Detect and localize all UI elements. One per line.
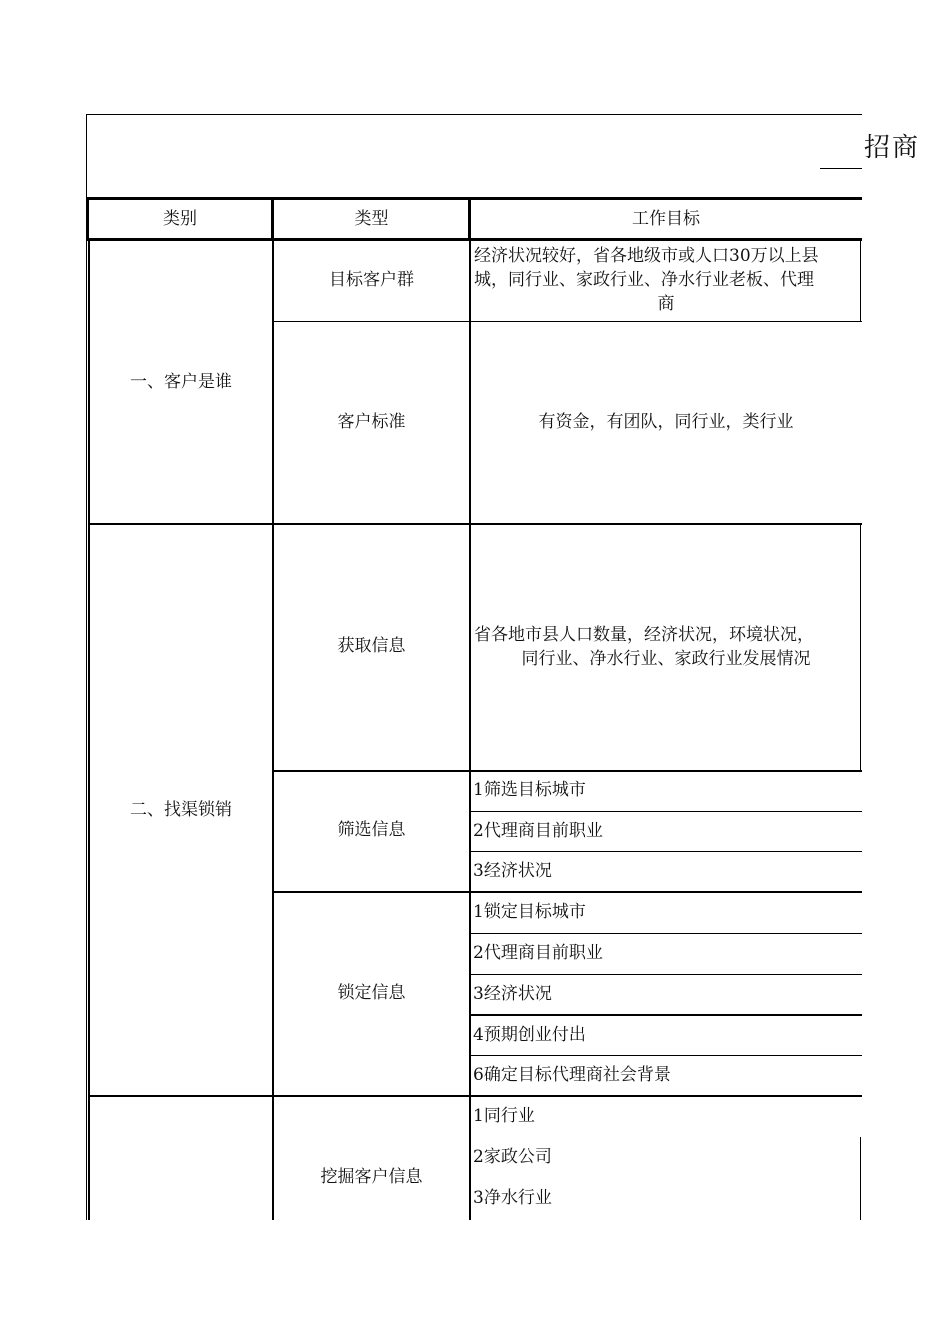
type-cell: 挖掘客户信息 (320, 1167, 423, 1187)
type-cell: 客户标准 (337, 412, 406, 432)
type-cell: 筛选信息 (337, 820, 406, 840)
item-line (470, 811, 862, 812)
row-line-3 (272, 891, 862, 893)
type-cell: 目标客户群 (329, 270, 414, 290)
list-item: 1筛选目标城市 (473, 780, 586, 800)
header-goal: 工作目标 (632, 209, 700, 229)
list-item: 3经济状况 (473, 861, 552, 881)
list-item: 2代理商目前职业 (473, 821, 603, 841)
type-cell: 获取信息 (337, 636, 406, 656)
list-item: 1同行业 (473, 1106, 535, 1126)
list-item: 2代理商目前职业 (473, 943, 603, 963)
header-bottom-border (86, 238, 862, 241)
list-item: 3经济状况 (473, 984, 552, 1004)
goal-line: 经济状况较好，省各地级市或人口30万以上县 (474, 246, 819, 266)
item-line (470, 933, 862, 934)
header-type: 类型 (354, 209, 389, 229)
frame-left-line (86, 114, 87, 1220)
goal-line: 同行业、净水行业、家政行业发展情况 (521, 649, 811, 669)
item-line (470, 974, 862, 975)
col-line-type (272, 240, 274, 1220)
frame-top-line (86, 114, 862, 115)
category-cell: 二、找渠锁销 (130, 800, 232, 820)
list-item: 3净水行业 (473, 1188, 552, 1208)
item-line (470, 1055, 862, 1056)
list-item: 4预期创业付出 (473, 1025, 586, 1045)
item-line (470, 851, 862, 852)
row-line-2 (272, 770, 862, 772)
list-item: 2家政公司 (473, 1147, 552, 1167)
page-title: 招商 (864, 133, 921, 163)
goal-cell: 有资金，有团队，同行业，类行业 (538, 412, 794, 432)
list-item: 6确定目标代理商社会背景 (473, 1065, 671, 1085)
list-item: 1锁定目标城市 (473, 902, 586, 922)
header-category: 类别 (163, 209, 197, 229)
col-line-goal (469, 240, 471, 1220)
section-line-2 (88, 1095, 862, 1097)
title-underline (820, 168, 862, 169)
category-cell: 一、客户是谁 (130, 372, 232, 392)
row-line-1 (272, 321, 862, 322)
goal-line: 商 (657, 294, 675, 314)
type-cell: 锁定信息 (337, 983, 406, 1003)
goal-line: 省各地市县人口数量，经济状况，环境状况， (474, 625, 814, 645)
goal-line: 城，同行业、家政行业、净水行业老板、代理 (474, 270, 814, 290)
item-line (470, 1014, 862, 1016)
section-line-1 (88, 523, 862, 525)
col-line-right-sec3 (860, 1137, 861, 1220)
header-top-border (86, 197, 862, 200)
